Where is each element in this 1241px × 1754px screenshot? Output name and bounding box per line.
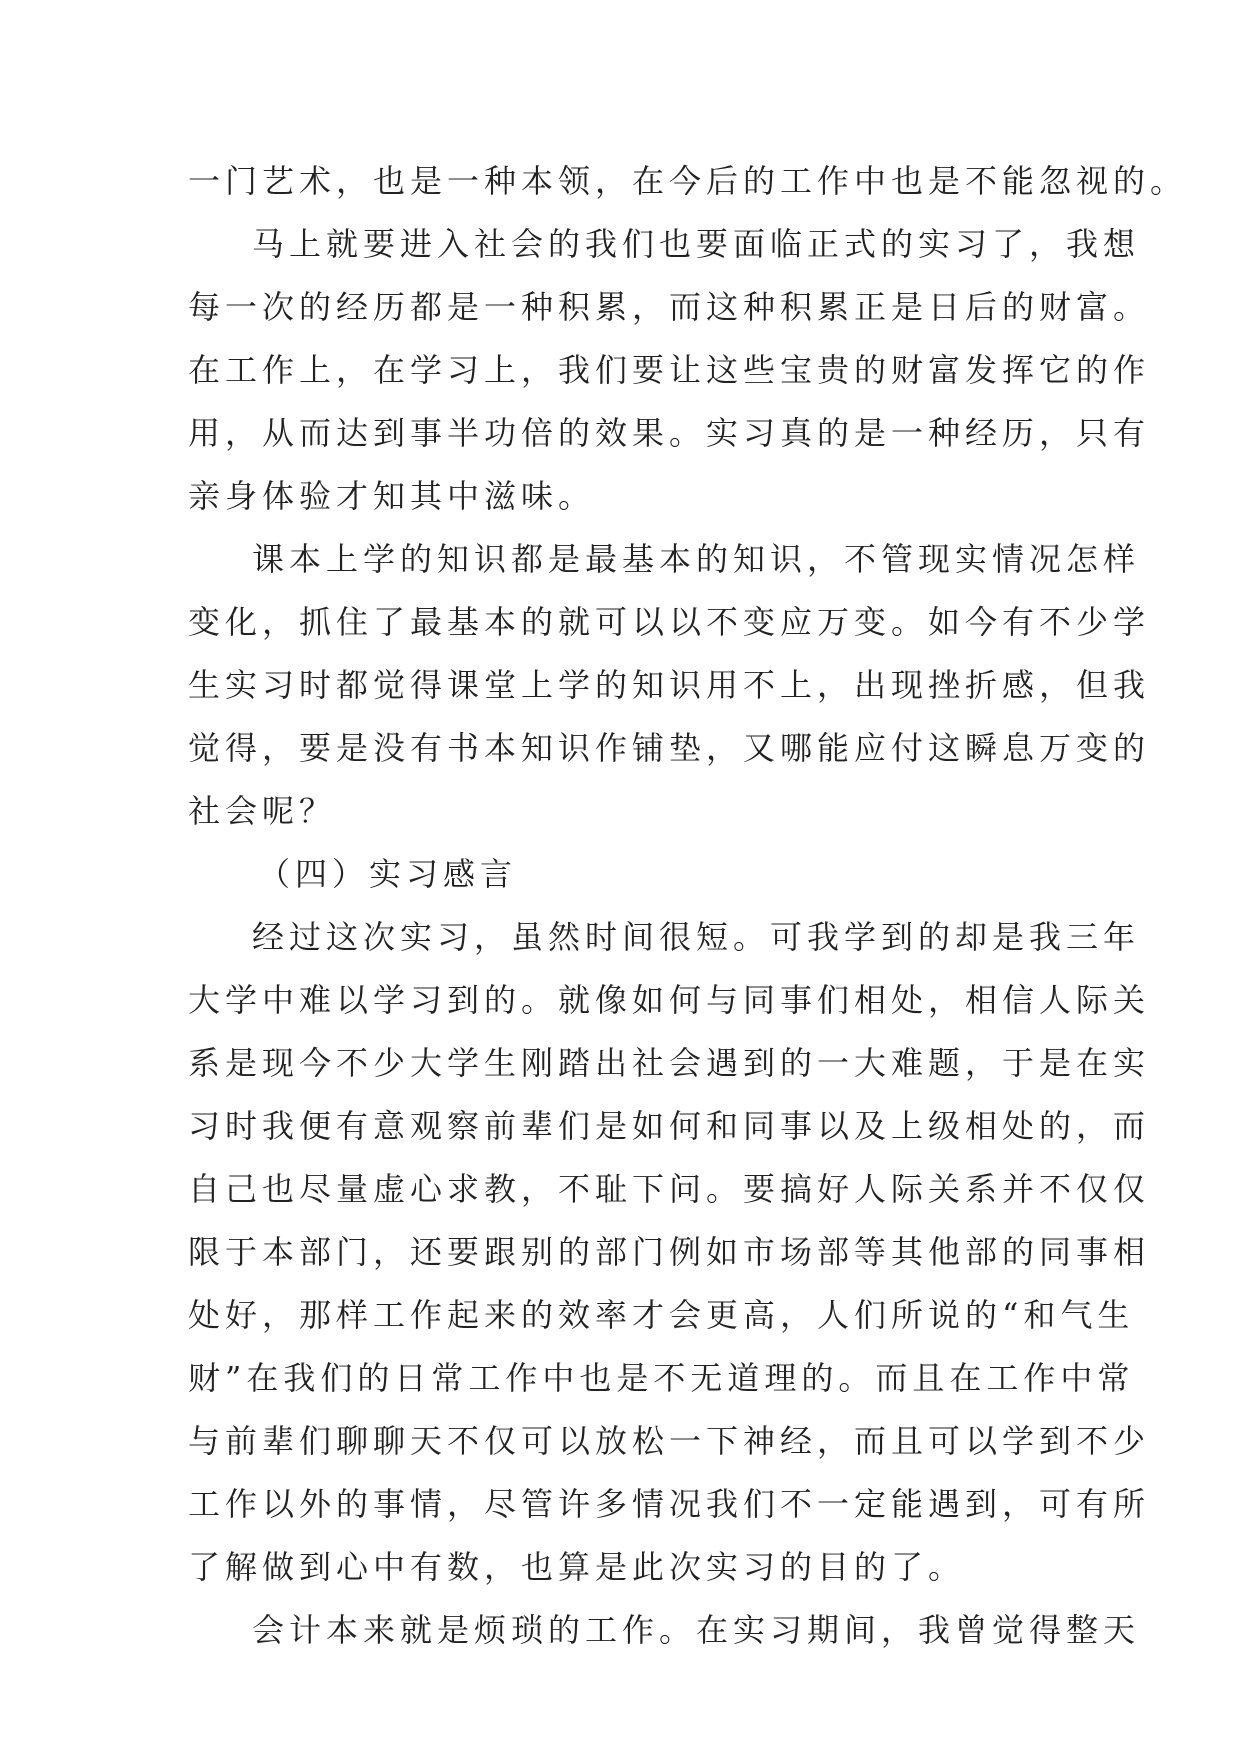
text-line: 一门艺术，也是一种本领，在今后的工作中也是不能忽视的。 bbox=[188, 162, 1188, 200]
text-line: 生实习时都觉得课堂上学的知识用不上，出现挫折感，但我 bbox=[188, 666, 1151, 704]
document-page bbox=[188, 150, 1188, 1662]
paragraph-start-line: 会计本来就是烦琐的工作。在实习期间，我曾觉得整天 bbox=[252, 1611, 1141, 1649]
text-line: 工作以外的事情，尽管许多情况我们不一定能遇到，可有所 bbox=[188, 1485, 1151, 1523]
text-line: 习时我便有意观察前辈们是如何和同事以及上级相处的，而 bbox=[188, 1107, 1151, 1145]
paragraph-start-line: 课本上学的知识都是最基本的知识，不管现实情况怎样 bbox=[252, 540, 1141, 578]
text-line: 财”在我们的日常工作中也是不无道理的。而且在工作中常 bbox=[188, 1359, 1135, 1397]
text-line: 用，从而达到事半功倍的效果。实习真的是一种经历，只有 bbox=[188, 414, 1151, 452]
text-line: 社会呢？ bbox=[188, 792, 337, 830]
text-line: 系是现今不少大学生刚踏出社会遇到的一大难题，于是在实 bbox=[188, 1044, 1151, 1082]
text-line: 处好，那样工作起来的效率才会更高，人们所说的“和气生 bbox=[188, 1296, 1135, 1334]
text-line: 觉得，要是没有书本知识作铺垫，又哪能应付这瞬息万变的 bbox=[188, 729, 1151, 767]
section-heading: （四）实习感言 bbox=[258, 855, 518, 893]
paragraph-start-line: 经过这次实习，虽然时间很短。可我学到的却是我三年 bbox=[252, 918, 1141, 956]
text-line: 每一次的经历都是一种积累，而这种积累正是日后的财富。 bbox=[188, 288, 1151, 326]
text-line: 自己也尽量虚心求教，不耻下问。要搞好人际关系并不仅仅 bbox=[188, 1170, 1151, 1208]
text-line: 亲身体验才知其中滋味。 bbox=[188, 477, 596, 515]
text-line: 在工作上，在学习上，我们要让这些宝贵的财富发挥它的作 bbox=[188, 351, 1151, 389]
text-line: 限于本部门，还要跟别的部门例如市场部等其他部的同事相 bbox=[188, 1233, 1151, 1271]
text-line: 变化，抓住了最基本的就可以以不变应万变。如今有不少学 bbox=[188, 603, 1151, 641]
paragraph-start-line: 马上就要进入社会的我们也要面临正式的实习了，我想 bbox=[252, 225, 1141, 263]
text-line: 大学中难以学习到的。就像如何与同事们相处，相信人际关 bbox=[188, 981, 1151, 1019]
text-line: 与前辈们聊聊天不仅可以放松一下神经，而且可以学到不少 bbox=[188, 1422, 1151, 1460]
text-line: 了解做到心中有数，也算是此次实习的目的了。 bbox=[188, 1548, 966, 1586]
